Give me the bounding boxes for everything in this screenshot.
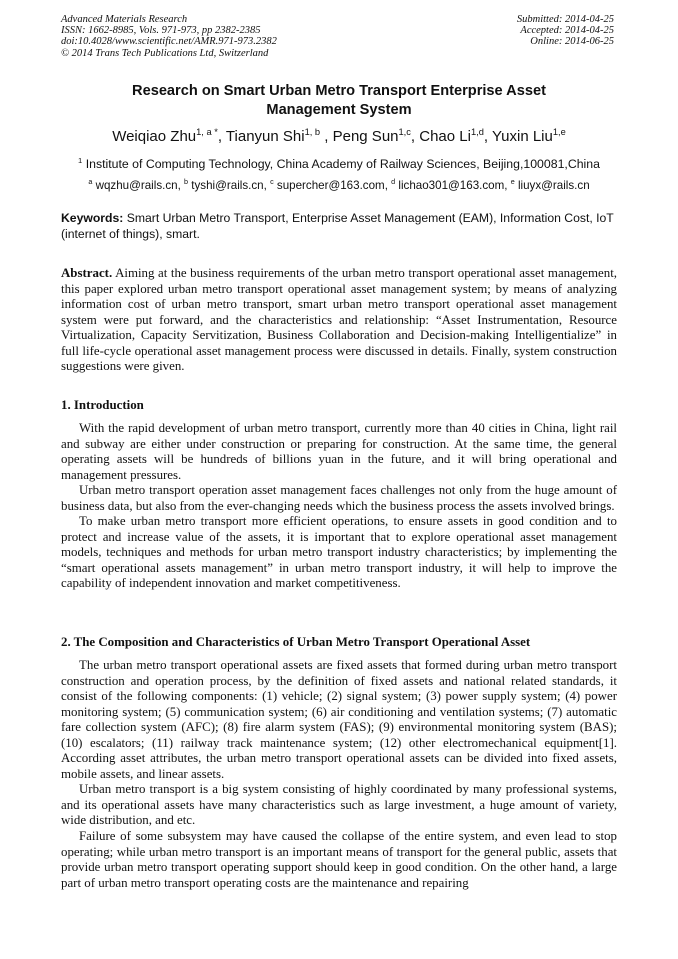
submitted-date: Submitted: 2014-04-25 bbox=[516, 14, 614, 25]
keywords-text: Smart Urban Metro Transport, Enterprise Asset Management (EAM), Information Cost, IoT (internet of things), smart. bbox=[61, 211, 614, 241]
author-affil-mark: 1,d bbox=[470, 127, 484, 137]
title-line-2: Management System bbox=[266, 101, 412, 118]
affiliation-mark: 1 bbox=[78, 155, 83, 165]
author-affil-mark: 1,c bbox=[398, 127, 411, 137]
abstract-text: Aiming at the business requirements of the urban metro transport operational asset management, this paper explored urban metro transport operational asset management system; by means of analyzing information cost of urban metro transport, smart urban metro transport operational asset management system were put forward, and the characteristics and relationship: “Asset Instrumentation, Resource Virtualization, Capacity Servitization, Business Collaboration and Decision-making Intelligentialize” in full life-cycle operational asset management process were discussed in details. Finally, system construction suggestions were given. bbox=[61, 266, 617, 374]
affiliation-text: Institute of Computing Technology, China Academy of Railway Sciences, Beijing,100081,China bbox=[85, 157, 600, 171]
paragraph: Urban metro transport is a big system consisting of highly coordinated by many professional systems, and its operational assets have many characteristics such as large investment, a huge amount of variety, wide distribution, and etc. bbox=[61, 782, 617, 828]
author-name: Weiqiao Zhu bbox=[112, 128, 197, 145]
email-mark: d bbox=[391, 177, 396, 187]
email-mark: c bbox=[270, 177, 274, 187]
issn-line: ISSN: 1662-8985, Vols. 971-973, pp 2382-2385 bbox=[61, 25, 261, 37]
email-mark: e bbox=[510, 177, 515, 187]
email-list: $^a$ wqzhu@rails.cn, $^b$ tyshi@rails.cn, $^c$ supercher@163.com, $^d$ lichao301@163.com, $^e$ liuyx@rails.cn bbox=[88, 177, 590, 192]
journal-info bbox=[61, 14, 277, 59]
accepted-date: Accepted: 2014-04-25 bbox=[520, 25, 614, 37]
paragraph: The urban metro transport operational assets are fixed assets that formed during urban metro transport construction and operation process, by the definition of fixed assets and national related standards, it consist of the following components: (1) vehicle; (2) signal system; (3) power supply system; (4) power monitoring system; (5) communication system; (6) air conditioning and ventilation systems; (7) automatic fare collection system (AFC); (8) fire alarm system (FAS); (9) environmental monitoring system (BAS); (10) escalators; (11) railway track maintenance system; (12) other electromechanical equipment[1]. According asset attributes, the urban metro transport operational assets can be divided into fixed assets, mobile assets, and linear assets. bbox=[61, 658, 617, 781]
affiliation bbox=[61, 157, 617, 171]
keywords bbox=[61, 211, 617, 242]
author-affil-mark: 1, b bbox=[304, 127, 321, 137]
title-line-1: Research on Smart Urban Metro Transport Enterprise Asset bbox=[132, 83, 546, 99]
paper-title bbox=[61, 82, 617, 119]
section-body bbox=[61, 421, 617, 592]
author-affil-mark: 1,e bbox=[552, 127, 566, 137]
doi-line: doi:10.4028/www.scientific.net/AMR.971-973.2382 bbox=[61, 36, 277, 48]
section-heading: 2. The Composition and Characteristics of Urban Metro Transport Operational Asset bbox=[61, 635, 531, 649]
keywords-label: Keywords: bbox=[61, 211, 124, 225]
paragraph: With the rapid development of urban metro transport, currently more than 40 cities in China, light rail and subway are either under construction or preparing for construction. At the same time, the general operating assets will be hundreds of billions yuan in the future, and it will bring operational and management pressures. bbox=[61, 421, 617, 482]
abstract bbox=[61, 266, 617, 375]
email-address: liuyx@rails.cn bbox=[517, 179, 590, 192]
copyright-line: © 2014 Trans Tech Publications Ltd, Switzerland bbox=[61, 47, 269, 59]
online-date: Online: 2014-06-25 bbox=[530, 36, 614, 48]
email-address: supercher@163.com bbox=[276, 179, 385, 192]
paragraph: To make urban metro transport more efficient operations, to ensure assets in good condition and to protect and increase value of the assets, it is important that to explore operational asset management models, techniques and methods for urban metro transport industry characteristics; by implementing the “smart operational assets management” in urban metro transport industry, it will help to improve the capability of independent innovation and market competitiveness. bbox=[61, 514, 617, 591]
paragraph: Urban metro transport operation asset management faces challenges not only from the huge amount of business data, but also from the ever-changing needs which the business process the assets involved brings. bbox=[61, 483, 617, 513]
author-name: Chao Li bbox=[419, 128, 471, 145]
email-mark: b bbox=[184, 177, 189, 187]
email-address: wqzhu@rails.cn bbox=[95, 179, 178, 192]
section-heading: 1. Introduction bbox=[61, 398, 144, 412]
author-list: Weiqiao Zhu$^{1, a *}$, Tianyun Shi$^{1, b}$ , Peng Sun$^{1,c}$, Chao Li$^{1,d}$, Yuxin Liu$^{1,e}$ bbox=[112, 127, 566, 145]
section-body bbox=[61, 658, 617, 891]
author-affil-mark: 1, a * bbox=[196, 127, 218, 137]
submission-dates bbox=[517, 14, 614, 48]
email-address: tyshi@rails.cn bbox=[191, 179, 264, 192]
email-mark: a bbox=[88, 177, 93, 187]
abstract-label: Abstract. bbox=[61, 266, 113, 280]
author-name: Yuxin Liu bbox=[491, 128, 553, 145]
author-name: Tianyun Shi bbox=[225, 128, 305, 145]
abstract-paragraph bbox=[61, 266, 617, 375]
author-name: Peng Sun bbox=[332, 128, 399, 145]
email-address: lichao301@163.com bbox=[398, 179, 505, 192]
journal-name: Advanced Materials Research bbox=[61, 14, 188, 25]
paragraph: Failure of some subsystem may have caused the collapse of the entire system, and even lead to stop operating; while urban metro transport is an important means of transport for the general public, assets that provide urban metro transport operating support should keep in good condition. On the other hand, a large part of urban metro transport operating costs are the maintenance and repairing bbox=[61, 829, 617, 890]
